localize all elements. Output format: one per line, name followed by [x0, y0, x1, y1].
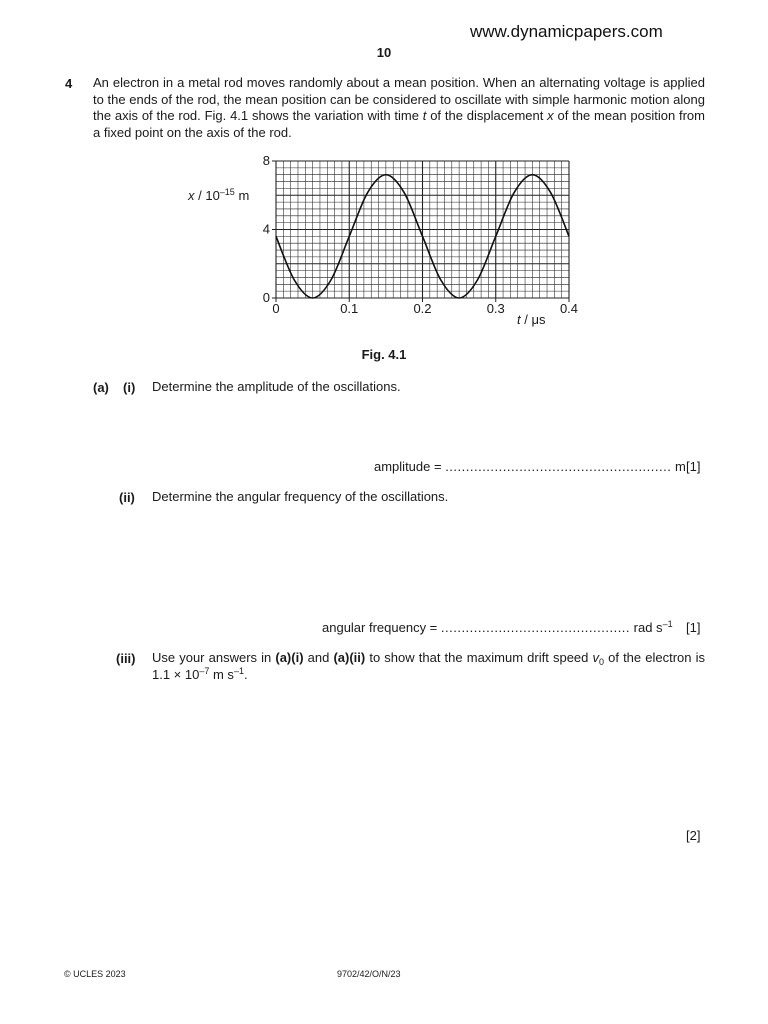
amplitude-unit: m — [671, 459, 686, 474]
website-url: www.dynamicpapers.com — [470, 22, 663, 41]
footer-copyright: © UCLES 2023 — [64, 969, 126, 979]
intro-var-t: t — [422, 108, 427, 123]
y-axis-symbol: x — [188, 188, 195, 203]
intro-text-3: of the mean position from a fixed point on the axis of the rod. — [93, 108, 705, 140]
iii-text-6: . — [243, 666, 248, 682]
footer-paper-code: 9702/42/O/N/23 — [337, 969, 401, 979]
graph-grid — [276, 161, 569, 298]
y-tick-label: 8 — [262, 153, 270, 168]
iii-exp-1: –7 — [199, 665, 210, 676]
angular-frequency-answer-line — [322, 620, 673, 635]
displacement-time-graph — [0, 0, 768, 370]
iii-var-v-sub: 0 — [599, 657, 605, 667]
x-axis-symbol: t — [517, 312, 521, 327]
x-tick-label: 0.2 — [413, 301, 432, 316]
intro-var-x: x — [547, 108, 554, 123]
x-axis-label — [517, 312, 545, 327]
iii-ref-2: (a)(ii) — [333, 650, 366, 665]
intro-text-2: of the displacement — [426, 108, 548, 123]
part-i-marks: [1] — [686, 459, 701, 474]
amplitude-answer-line — [374, 459, 686, 474]
angular-frequency-unit: rad s — [630, 620, 663, 635]
y-tick-label: 4 — [262, 221, 270, 237]
x-tick-label: 0.1 — [340, 301, 359, 316]
part-iii-text — [152, 650, 705, 683]
angular-frequency-answer-label: angular frequency = — [322, 620, 441, 635]
iii-text-1: Use your answers in — [152, 650, 276, 665]
part-ii-text: Determine the angular frequency of the oscillations. — [152, 489, 449, 504]
page-number: 10 — [376, 45, 392, 60]
iii-exp-2: –1 — [233, 665, 244, 676]
graph-ticks — [263, 153, 578, 316]
amplitude-answer-field[interactable]: ....................................................... — [445, 459, 672, 474]
angular-frequency-answer-field[interactable]: .............................................. — [440, 620, 631, 635]
part-ii-label: (ii) — [119, 490, 135, 505]
x-tick-label: 0.4 — [559, 301, 579, 316]
y-tick-label: 0 — [262, 290, 270, 305]
x-tick-label: 0 — [272, 301, 280, 316]
intro-text-1: An electron in a metal rod moves randomly about a mean position. When an alternating voltage is applied to the ends of the rod, the mean position can be considered to oscillate with simple harmonic motion along the axis of the rod. Fig. 4.1 shows the variation with time — [93, 75, 705, 123]
part-ii-marks: [1] — [686, 620, 701, 635]
part-i-label: (i) — [123, 380, 136, 395]
question-number: 4 — [65, 76, 73, 91]
x-tick-label: 0.3 — [486, 301, 505, 316]
y-axis-exp: –15 — [219, 187, 235, 197]
angular-frequency-unit-exp: –1 — [662, 619, 673, 629]
iii-text-2: and — [303, 650, 334, 665]
y-axis-label — [188, 188, 249, 203]
iii-ref-1: (a)(i) — [275, 650, 304, 665]
part-iii-marks: [2] — [686, 828, 701, 843]
part-iii-label: (iii) — [116, 651, 136, 666]
figure-caption: Fig. 4.1 — [361, 347, 407, 362]
part-a-label: (a) — [93, 380, 109, 395]
amplitude-answer-label: amplitude = — [374, 459, 446, 474]
iii-text-5: m s — [209, 666, 234, 682]
iii-text-3: to show that the maximum drift speed — [365, 650, 593, 665]
part-i-text: Determine the amplitude of the oscillations. — [152, 379, 401, 394]
x-axis-unit: / μs — [520, 312, 546, 327]
iii-var-v: v — [592, 650, 599, 665]
y-axis-unit-pre: / 10 — [194, 188, 220, 203]
iii-text-4: of the electron is 1.1 × 10 — [152, 650, 705, 682]
y-axis-unit-post: m — [234, 188, 250, 203]
